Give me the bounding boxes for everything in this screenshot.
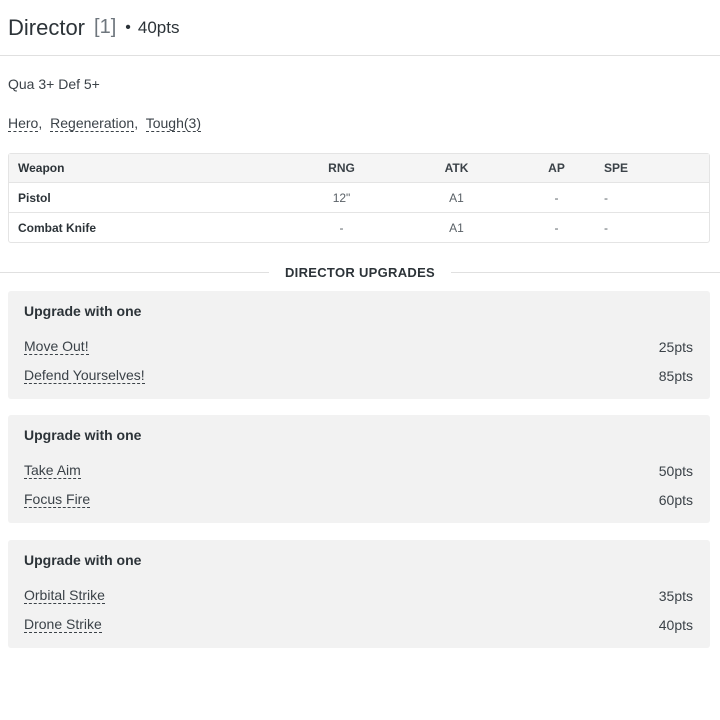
upgrade-option-take-aim[interactable]: [24, 462, 693, 479]
weapon-name: Combat Knife: [18, 220, 96, 235]
upgrade-group: [8, 415, 710, 523]
table-row: [9, 182, 709, 212]
upgrade-option-move-out[interactable]: [24, 338, 693, 355]
special-rules: [8, 115, 201, 131]
unit-header: [0, 0, 720, 56]
weapon-atk: A1: [449, 220, 464, 235]
section-divider: [451, 272, 720, 273]
upgrade-option-name[interactable]: Focus Fire: [24, 491, 91, 507]
upgrade-option-points: 25pts: [658, 338, 693, 355]
upgrade-option-points: 60pts: [658, 491, 693, 508]
weapon-rng: 12": [332, 190, 351, 205]
weapon-ap: -: [554, 190, 559, 205]
header-weapon: Weapon: [18, 161, 65, 175]
upgrade-option-points: 85pts: [658, 367, 693, 384]
table-row: [9, 212, 709, 242]
upgrades-section-header: [0, 262, 720, 282]
header-atk: ATK: [444, 161, 469, 175]
unit-stats: Qua 3+ Def 5+: [8, 76, 100, 92]
upgrade-option-drone-strike[interactable]: [24, 616, 693, 633]
weapons-table: [8, 153, 710, 243]
upgrade-option-name[interactable]: Orbital Strike: [24, 587, 105, 603]
upgrade-option-points: 40pts: [658, 616, 693, 633]
rule-separator: ,: [134, 115, 139, 131]
header-ap: AP: [548, 161, 565, 175]
rule-regeneration[interactable]: Regeneration: [50, 115, 135, 131]
header-spe: SPE: [604, 161, 629, 175]
upgrade-option-points: 35pts: [658, 587, 693, 604]
upgrade-option-name[interactable]: Take Aim: [24, 462, 81, 478]
upgrade-option-name[interactable]: Defend Yourselves!: [24, 367, 145, 383]
weapon-spe: -: [604, 220, 608, 235]
rule-hero[interactable]: Hero: [8, 115, 39, 131]
weapon-name: Pistol: [18, 190, 51, 205]
weapon-atk: A1: [449, 190, 464, 205]
upgrade-group-title: Upgrade with one: [24, 552, 142, 568]
upgrade-group-title: Upgrade with one: [24, 427, 142, 443]
weapon-spe: -: [604, 190, 608, 205]
upgrade-option-points: 50pts: [658, 462, 693, 479]
upgrades-section-title: DIRECTOR UPGRADES: [284, 264, 436, 280]
weapon-rng: -: [339, 220, 344, 235]
header-rng: RNG: [328, 161, 355, 175]
upgrade-group: [8, 540, 710, 648]
upgrade-option-name[interactable]: Move Out!: [24, 338, 89, 354]
unit-points: 40pts: [137, 17, 180, 37]
rule-tough[interactable]: Tough(3): [145, 115, 201, 131]
section-divider: [0, 272, 269, 273]
upgrade-option-orbital-strike[interactable]: [24, 587, 693, 604]
upgrade-option-focus-fire[interactable]: [24, 491, 693, 508]
weapons-header-row: [9, 154, 709, 182]
upgrade-option-name[interactable]: Drone Strike: [24, 616, 102, 632]
unit-name: Director: [8, 14, 86, 40]
upgrade-group: [8, 291, 710, 399]
rule-separator: ,: [38, 115, 43, 131]
unit-size: [1]: [94, 16, 117, 38]
bullet-separator: •: [125, 18, 131, 36]
upgrade-option-defend-yourselves[interactable]: [24, 367, 693, 384]
weapon-ap: -: [554, 220, 559, 235]
upgrade-group-title: Upgrade with one: [24, 303, 142, 319]
